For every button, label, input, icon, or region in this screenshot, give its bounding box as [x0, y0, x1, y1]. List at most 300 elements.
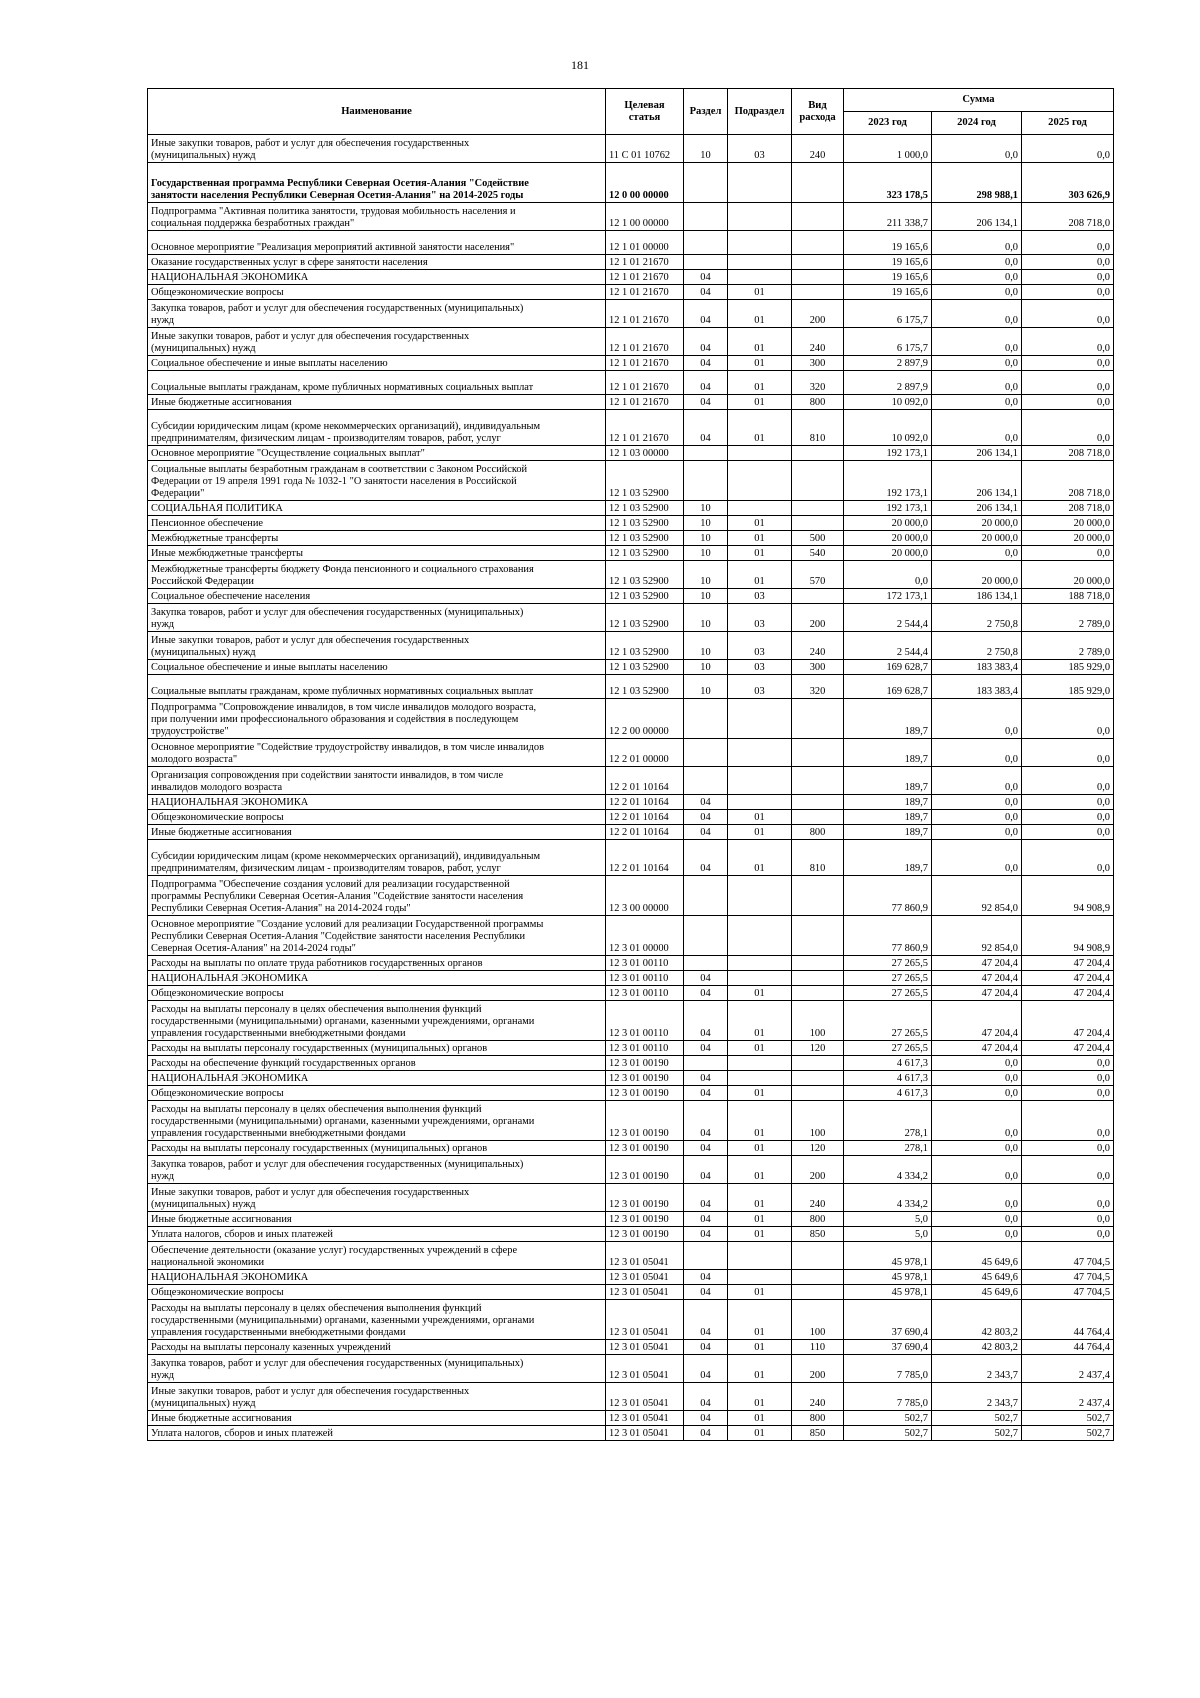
cell-sum-2024: 298 988,1	[932, 163, 1022, 203]
cell-section: 10	[684, 546, 728, 561]
cell-sum-2023: 211 338,7	[844, 203, 932, 231]
cell-expense-type: 500	[792, 531, 844, 546]
table-row	[148, 1212, 1114, 1227]
cell-sum-2023: 4 617,3	[844, 1056, 932, 1071]
cell-expense-type	[792, 795, 844, 810]
cell-sum-2025: 502,7	[1022, 1411, 1114, 1426]
cell-section: 04	[684, 810, 728, 825]
cell-sum-2024: 0,0	[932, 1156, 1022, 1184]
cell-section: 04	[684, 1340, 728, 1355]
cell-sum-2023: 192 173,1	[844, 461, 932, 501]
cell-sum-2025: 47 204,4	[1022, 956, 1114, 971]
cell-expense-type: 100	[792, 1101, 844, 1141]
cell-sum-2025: 0,0	[1022, 795, 1114, 810]
table-row	[148, 1056, 1114, 1071]
cell-subsection: 01	[728, 395, 792, 410]
cell-expense-type	[792, 589, 844, 604]
cell-target-article: 12 1 01 21670	[606, 285, 684, 300]
cell-target-article: 12 1 03 52900	[606, 561, 684, 589]
cell-expense-type	[792, 876, 844, 916]
cell-name: Подпрограмма "Активная политика занятости, трудовая мобильность населения и социальная поддержка безработных граждан"	[148, 203, 606, 231]
cell-sum-2025: 2 437,4	[1022, 1383, 1114, 1411]
table-row	[148, 1426, 1114, 1441]
cell-section: 10	[684, 531, 728, 546]
table-row	[148, 163, 1114, 203]
cell-sum-2024: 20 000,0	[932, 516, 1022, 531]
cell-target-article: 12 1 03 52900	[606, 660, 684, 675]
cell-subsection: 01	[728, 516, 792, 531]
cell-sum-2024: 92 854,0	[932, 916, 1022, 956]
table-row	[148, 231, 1114, 255]
cell-sum-2024: 0,0	[932, 1086, 1022, 1101]
cell-target-article: 12 3 01 00110	[606, 971, 684, 986]
cell-expense-type: 810	[792, 840, 844, 876]
cell-sum-2025: 47 704,5	[1022, 1270, 1114, 1285]
cell-sum-2024: 42 803,2	[932, 1340, 1022, 1355]
cell-target-article: 12 3 01 00110	[606, 956, 684, 971]
cell-name: Уплата налогов, сборов и иных платежей	[148, 1426, 606, 1441]
cell-sum-2025: 0,0	[1022, 825, 1114, 840]
cell-section: 04	[684, 1086, 728, 1101]
cell-sum-2023: 5,0	[844, 1212, 932, 1227]
cell-expense-type: 240	[792, 1184, 844, 1212]
cell-section: 04	[684, 1383, 728, 1411]
table-row	[148, 1141, 1114, 1156]
cell-expense-type: 300	[792, 660, 844, 675]
cell-section: 04	[684, 1270, 728, 1285]
cell-subsection	[728, 231, 792, 255]
cell-subsection	[728, 1056, 792, 1071]
table-row	[148, 1184, 1114, 1212]
cell-name: Оказание государственных услуг в сфере занятости населения	[148, 255, 606, 270]
cell-sum-2023: 278,1	[844, 1141, 932, 1156]
cell-expense-type	[792, 446, 844, 461]
table-row	[148, 589, 1114, 604]
cell-expense-type: 800	[792, 825, 844, 840]
cell-name: Расходы на выплаты персоналу в целях обеспечения выполнения функций государственными (муниципальными) органами, казенными учреждениями, органами управления государственными внебюджетными фондами	[148, 1001, 606, 1041]
cell-subsection	[728, 795, 792, 810]
cell-sum-2023: 20 000,0	[844, 516, 932, 531]
cell-sum-2023: 27 265,5	[844, 971, 932, 986]
cell-sum-2025: 0,0	[1022, 328, 1114, 356]
cell-sum-2024: 47 204,4	[932, 971, 1022, 986]
header-section: Раздел	[684, 89, 728, 135]
cell-expense-type: 110	[792, 1340, 844, 1355]
cell-section: 04	[684, 971, 728, 986]
table-row	[148, 255, 1114, 270]
cell-sum-2024: 183 383,4	[932, 660, 1022, 675]
table-row	[148, 1355, 1114, 1383]
cell-target-article: 12 1 01 21670	[606, 395, 684, 410]
cell-subsection	[728, 739, 792, 767]
cell-subsection: 01	[728, 1285, 792, 1300]
cell-sum-2023: 189,7	[844, 739, 932, 767]
cell-name: Межбюджетные трансферты бюджету Фонда пенсионного и социального страхования Российской Федерации	[148, 561, 606, 589]
cell-sum-2024: 2 750,8	[932, 632, 1022, 660]
cell-expense-type	[792, 971, 844, 986]
cell-target-article: 11 С 01 10762	[606, 135, 684, 163]
cell-name: Иные закупки товаров, работ и услуг для обеспечения государственных (муниципальных) нужд	[148, 1184, 606, 1212]
cell-sum-2024: 20 000,0	[932, 531, 1022, 546]
table-body	[148, 135, 1114, 1441]
cell-sum-2025: 0,0	[1022, 1212, 1114, 1227]
cell-sum-2024: 0,0	[932, 840, 1022, 876]
cell-name: НАЦИОНАЛЬНАЯ ЭКОНОМИКА	[148, 971, 606, 986]
cell-sum-2024: 45 649,6	[932, 1270, 1022, 1285]
cell-name: Социальные выплаты безработным гражданам в соответствии с Законом Российской Федерации от 19 апреля 1991 года № 1032-1 "О занятости населения в Российской Федерации"	[148, 461, 606, 501]
cell-sum-2023: 10 092,0	[844, 410, 932, 446]
cell-section	[684, 699, 728, 739]
cell-sum-2024: 0,0	[932, 410, 1022, 446]
cell-sum-2025: 208 718,0	[1022, 501, 1114, 516]
table-row	[148, 1101, 1114, 1141]
table-row	[148, 604, 1114, 632]
cell-subsection: 03	[728, 660, 792, 675]
cell-name: Социальные выплаты гражданам, кроме публичных нормативных социальных выплат	[148, 371, 606, 395]
cell-name: Иные закупки товаров, работ и услуг для обеспечения государственных (муниципальных) нужд	[148, 328, 606, 356]
cell-sum-2024: 0,0	[932, 795, 1022, 810]
cell-name: Общеэкономические вопросы	[148, 285, 606, 300]
header-sum: Сумма	[844, 89, 1114, 112]
cell-subsection: 01	[728, 410, 792, 446]
cell-sum-2023: 27 265,5	[844, 1041, 932, 1056]
cell-name: Иные бюджетные ассигнования	[148, 1411, 606, 1426]
cell-sum-2025: 0,0	[1022, 1141, 1114, 1156]
cell-sum-2024: 0,0	[932, 1184, 1022, 1212]
cell-target-article: 12 3 01 05041	[606, 1383, 684, 1411]
cell-sum-2024: 92 854,0	[932, 876, 1022, 916]
cell-expense-type	[792, 1270, 844, 1285]
cell-name: Субсидии юридическим лицам (кроме некоммерческих организаций), индивидуальным предпринимателям, физическим лицам - производителям товаров, работ, услуг	[148, 840, 606, 876]
cell-subsection: 01	[728, 1184, 792, 1212]
cell-sum-2024: 0,0	[932, 699, 1022, 739]
cell-sum-2025: 208 718,0	[1022, 203, 1114, 231]
cell-section: 04	[684, 285, 728, 300]
cell-name: Пенсионное обеспечение	[148, 516, 606, 531]
cell-expense-type	[792, 1086, 844, 1101]
cell-sum-2023: 6 175,7	[844, 328, 932, 356]
cell-target-article: 12 3 01 00110	[606, 986, 684, 1001]
cell-target-article: 12 1 03 52900	[606, 501, 684, 516]
cell-name: Основное мероприятие "Осуществление социальных выплат"	[148, 446, 606, 461]
cell-target-article: 12 3 01 00190	[606, 1184, 684, 1212]
cell-name: Социальные выплаты гражданам, кроме публичных нормативных социальных выплат	[148, 675, 606, 699]
cell-subsection: 01	[728, 300, 792, 328]
table-row	[148, 632, 1114, 660]
cell-expense-type: 570	[792, 561, 844, 589]
cell-sum-2023: 278,1	[844, 1101, 932, 1141]
cell-section: 10	[684, 660, 728, 675]
cell-target-article: 12 3 01 05041	[606, 1270, 684, 1285]
cell-sum-2025: 44 764,4	[1022, 1340, 1114, 1355]
cell-sum-2024: 0,0	[932, 356, 1022, 371]
table-row	[148, 675, 1114, 699]
cell-expense-type	[792, 739, 844, 767]
cell-expense-type	[792, 231, 844, 255]
cell-sum-2025: 0,0	[1022, 371, 1114, 395]
cell-name: Уплата налогов, сборов и иных платежей	[148, 1227, 606, 1242]
cell-section	[684, 163, 728, 203]
cell-sum-2025: 0,0	[1022, 1156, 1114, 1184]
cell-subsection	[728, 1270, 792, 1285]
table-row	[148, 371, 1114, 395]
cell-section	[684, 1056, 728, 1071]
cell-expense-type	[792, 163, 844, 203]
cell-sum-2024: 0,0	[932, 285, 1022, 300]
cell-section	[684, 1242, 728, 1270]
cell-name: Иные закупки товаров, работ и услуг для обеспечения государственных (муниципальных) нужд	[148, 632, 606, 660]
cell-target-article: 12 1 01 00000	[606, 231, 684, 255]
table-row	[148, 356, 1114, 371]
table-row	[148, 825, 1114, 840]
cell-subsection: 01	[728, 1141, 792, 1156]
cell-subsection: 03	[728, 604, 792, 632]
budget-table	[147, 88, 1114, 1441]
cell-sum-2023: 4 617,3	[844, 1071, 932, 1086]
page-number: 181	[571, 58, 589, 72]
cell-sum-2024: 0,0	[932, 1056, 1022, 1071]
cell-sum-2025: 0,0	[1022, 699, 1114, 739]
cell-target-article: 12 3 01 05041	[606, 1411, 684, 1426]
cell-name: Расходы на обеспечение функций государственных органов	[148, 1056, 606, 1071]
cell-sum-2023: 189,7	[844, 810, 932, 825]
cell-sum-2023: 189,7	[844, 840, 932, 876]
cell-expense-type	[792, 699, 844, 739]
cell-sum-2025: 47 704,5	[1022, 1285, 1114, 1300]
cell-target-article: 12 1 01 21670	[606, 328, 684, 356]
cell-expense-type	[792, 986, 844, 1001]
table-row	[148, 328, 1114, 356]
cell-section	[684, 461, 728, 501]
cell-name: Обеспечение деятельности (оказание услуг) государственных учреждений в сфере национальной экономики	[148, 1242, 606, 1270]
cell-expense-type	[792, 270, 844, 285]
table-row	[148, 1086, 1114, 1101]
cell-sum-2024: 0,0	[932, 1071, 1022, 1086]
cell-subsection: 01	[728, 1041, 792, 1056]
table-row	[148, 739, 1114, 767]
cell-sum-2025: 0,0	[1022, 395, 1114, 410]
cell-target-article: 12 2 01 10164	[606, 825, 684, 840]
cell-sum-2025: 208 718,0	[1022, 446, 1114, 461]
cell-expense-type: 240	[792, 135, 844, 163]
cell-section	[684, 203, 728, 231]
cell-sum-2024: 0,0	[932, 300, 1022, 328]
cell-sum-2025: 0,0	[1022, 1101, 1114, 1141]
cell-target-article: 12 1 03 00000	[606, 446, 684, 461]
cell-target-article: 12 3 01 00190	[606, 1101, 684, 1141]
cell-section	[684, 231, 728, 255]
cell-sum-2023: 169 628,7	[844, 660, 932, 675]
cell-sum-2025: 2 437,4	[1022, 1355, 1114, 1383]
cell-expense-type: 810	[792, 410, 844, 446]
table-row	[148, 1340, 1114, 1355]
cell-section	[684, 956, 728, 971]
cell-subsection: 01	[728, 1340, 792, 1355]
cell-section: 04	[684, 1285, 728, 1300]
cell-sum-2023: 172 173,1	[844, 589, 932, 604]
cell-sum-2023: 45 978,1	[844, 1270, 932, 1285]
table-row	[148, 1227, 1114, 1242]
cell-subsection: 01	[728, 1156, 792, 1184]
cell-expense-type: 800	[792, 1212, 844, 1227]
cell-sum-2024: 42 803,2	[932, 1300, 1022, 1340]
table-row	[148, 840, 1114, 876]
cell-target-article: 12 3 01 05041	[606, 1340, 684, 1355]
cell-sum-2023: 5,0	[844, 1227, 932, 1242]
cell-subsection: 01	[728, 1001, 792, 1041]
cell-subsection: 01	[728, 356, 792, 371]
cell-sum-2023: 2 544,4	[844, 604, 932, 632]
cell-expense-type	[792, 285, 844, 300]
cell-sum-2024: 206 134,1	[932, 501, 1022, 516]
table-row	[148, 1001, 1114, 1041]
cell-sum-2025: 0,0	[1022, 300, 1114, 328]
cell-target-article: 12 2 01 10164	[606, 795, 684, 810]
cell-section: 04	[684, 371, 728, 395]
cell-name: НАЦИОНАЛЬНАЯ ЭКОНОМИКА	[148, 795, 606, 810]
cell-expense-type	[792, 767, 844, 795]
cell-sum-2025: 0,0	[1022, 231, 1114, 255]
cell-sum-2025: 0,0	[1022, 1071, 1114, 1086]
cell-section	[684, 916, 728, 956]
cell-sum-2024: 47 204,4	[932, 986, 1022, 1001]
cell-section: 04	[684, 1411, 728, 1426]
cell-sum-2025: 0,0	[1022, 810, 1114, 825]
cell-expense-type	[792, 203, 844, 231]
cell-sum-2025: 0,0	[1022, 285, 1114, 300]
header-year-2025: 2025 год	[1022, 112, 1114, 135]
cell-sum-2024: 183 383,4	[932, 675, 1022, 699]
cell-sum-2025: 44 764,4	[1022, 1300, 1114, 1340]
cell-section: 04	[684, 1212, 728, 1227]
cell-subsection: 01	[728, 328, 792, 356]
cell-expense-type: 300	[792, 356, 844, 371]
table-row	[148, 270, 1114, 285]
cell-target-article: 12 1 01 21670	[606, 300, 684, 328]
cell-sum-2025: 2 789,0	[1022, 604, 1114, 632]
cell-subsection	[728, 916, 792, 956]
cell-expense-type: 200	[792, 604, 844, 632]
cell-section: 04	[684, 1101, 728, 1141]
table-row	[148, 135, 1114, 163]
cell-section: 04	[684, 1184, 728, 1212]
cell-sum-2023: 2 544,4	[844, 632, 932, 660]
cell-target-article: 12 2 01 10164	[606, 840, 684, 876]
cell-subsection	[728, 270, 792, 285]
header-target-article: Целевая статья	[606, 89, 684, 135]
cell-section: 04	[684, 1071, 728, 1086]
cell-section	[684, 446, 728, 461]
cell-subsection: 03	[728, 632, 792, 660]
cell-target-article: 12 3 01 05041	[606, 1355, 684, 1383]
cell-expense-type	[792, 255, 844, 270]
cell-section: 04	[684, 1355, 728, 1383]
cell-sum-2023: 4 334,2	[844, 1184, 932, 1212]
cell-sum-2024: 0,0	[932, 1101, 1022, 1141]
cell-name: СОЦИАЛЬНАЯ ПОЛИТИКА	[148, 501, 606, 516]
cell-sum-2024: 0,0	[932, 825, 1022, 840]
cell-subsection	[728, 255, 792, 270]
table-row	[148, 285, 1114, 300]
cell-sum-2023: 20 000,0	[844, 531, 932, 546]
cell-target-article: 12 3 01 00190	[606, 1156, 684, 1184]
cell-name: Иные закупки товаров, работ и услуг для обеспечения государственных (муниципальных) нужд	[148, 135, 606, 163]
cell-sum-2025: 2 789,0	[1022, 632, 1114, 660]
cell-sum-2025: 208 718,0	[1022, 461, 1114, 501]
cell-subsection: 01	[728, 371, 792, 395]
cell-target-article: 12 1 00 00000	[606, 203, 684, 231]
cell-expense-type: 850	[792, 1227, 844, 1242]
cell-sum-2024: 0,0	[932, 1227, 1022, 1242]
cell-sum-2024: 0,0	[932, 1141, 1022, 1156]
cell-target-article: 12 1 03 52900	[606, 675, 684, 699]
cell-sum-2025: 20 000,0	[1022, 561, 1114, 589]
cell-sum-2023: 192 173,1	[844, 501, 932, 516]
table-row	[148, 660, 1114, 675]
cell-expense-type: 240	[792, 1383, 844, 1411]
table-row	[148, 1156, 1114, 1184]
cell-sum-2025: 94 908,9	[1022, 916, 1114, 956]
cell-target-article: 12 3 01 00190	[606, 1086, 684, 1101]
cell-expense-type: 240	[792, 632, 844, 660]
cell-name: Подпрограмма "Сопровождение инвалидов, в том числе инвалидов молодого возраста, при получении ими профессионального образования и содействия в последующем трудоустройстве"	[148, 699, 606, 739]
cell-sum-2023: 45 978,1	[844, 1285, 932, 1300]
cell-target-article: 12 1 03 52900	[606, 589, 684, 604]
cell-expense-type	[792, 1285, 844, 1300]
cell-section	[684, 739, 728, 767]
table-row	[148, 956, 1114, 971]
cell-name: Иные бюджетные ассигнования	[148, 1212, 606, 1227]
cell-sum-2024: 47 204,4	[932, 1001, 1022, 1041]
cell-section: 04	[684, 1041, 728, 1056]
cell-name: Основное мероприятие "Содействие трудоустройству инвалидов, в том числе инвалидов молодого возраста"	[148, 739, 606, 767]
cell-subsection: 01	[728, 1101, 792, 1141]
cell-sum-2023: 2 897,9	[844, 371, 932, 395]
cell-name: Закупка товаров, работ и услуг для обеспечения государственных (муниципальных) нужд	[148, 300, 606, 328]
cell-section: 04	[684, 986, 728, 1001]
cell-sum-2025: 47 704,5	[1022, 1242, 1114, 1270]
cell-sum-2023: 2 897,9	[844, 356, 932, 371]
cell-sum-2025: 0,0	[1022, 1184, 1114, 1212]
cell-name: Расходы на выплаты персоналу в целях обеспечения выполнения функций государственными (муниципальными) органами, казенными учреждениями, органами управления государственными внебюджетными фондами	[148, 1101, 606, 1141]
cell-section: 04	[684, 300, 728, 328]
cell-section: 04	[684, 328, 728, 356]
cell-name: Закупка товаров, работ и услуг для обеспечения государственных (муниципальных) нужд	[148, 1156, 606, 1184]
cell-sum-2023: 4 617,3	[844, 1086, 932, 1101]
cell-expense-type: 540	[792, 546, 844, 561]
table-row	[148, 395, 1114, 410]
cell-sum-2024: 47 204,4	[932, 1041, 1022, 1056]
table-row	[148, 516, 1114, 531]
table-row	[148, 501, 1114, 516]
cell-sum-2024: 502,7	[932, 1426, 1022, 1441]
cell-name: Расходы на выплаты персоналу в целях обеспечения выполнения функций государственными (муниципальными) органами, казенными учреждениями, органами управления государственными внебюджетными фондами	[148, 1300, 606, 1340]
table-row	[148, 876, 1114, 916]
cell-expense-type	[792, 1071, 844, 1086]
cell-name: Межбюджетные трансферты	[148, 531, 606, 546]
cell-sum-2024: 2 750,8	[932, 604, 1022, 632]
cell-subsection: 01	[728, 1411, 792, 1426]
cell-sum-2023: 19 165,6	[844, 231, 932, 255]
cell-section: 04	[684, 825, 728, 840]
cell-subsection: 01	[728, 1212, 792, 1227]
table-row	[148, 810, 1114, 825]
cell-sum-2025: 0,0	[1022, 135, 1114, 163]
cell-target-article: 12 0 00 00000	[606, 163, 684, 203]
table-row	[148, 1300, 1114, 1340]
header-year-2023: 2023 год	[844, 112, 932, 135]
cell-target-article: 12 3 01 00190	[606, 1212, 684, 1227]
